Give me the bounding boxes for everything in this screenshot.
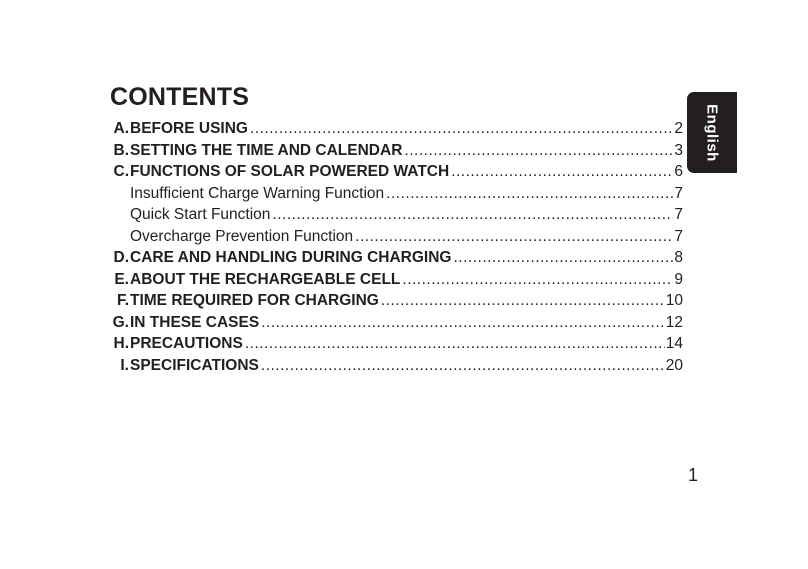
- toc-entry-page: 3: [674, 141, 683, 159]
- toc-leader-dots: [404, 140, 673, 162]
- toc-entry-page: 6: [674, 163, 683, 180]
- toc-leader-dots: [250, 118, 673, 140]
- toc-entry-title: SPECIFICATIONS: [130, 356, 259, 374]
- toc-entry-page: 14: [665, 335, 683, 352]
- toc-entry-time-required[interactable]: [108, 290, 683, 312]
- toc-entry-page: 10: [665, 292, 683, 309]
- toc-entry-letter: F.: [116, 292, 129, 309]
- toc-entry-rechargeable-cell[interactable]: [108, 269, 683, 291]
- toc-subentry-insufficient-charge[interactable]: [108, 183, 683, 205]
- toc-leader-dots: [453, 247, 673, 269]
- page-title: CONTENTS: [110, 83, 250, 111]
- toc-entry-page: 7: [674, 227, 683, 245]
- toc-entry-title: SETTING THE TIME AND CALENDAR: [130, 141, 403, 159]
- toc-leader-dots: [261, 312, 665, 334]
- toc-entry-letter: C.: [113, 163, 129, 180]
- toc-entry-title: ABOUT THE RECHARGEABLE CELL: [130, 270, 401, 288]
- table-of-contents: [108, 118, 683, 376]
- toc-entry-precautions[interactable]: [108, 333, 683, 355]
- toc-entry-page: 12: [665, 313, 683, 331]
- toc-entry-title: TIME REQUIRED FOR CHARGING: [130, 292, 379, 309]
- toc-subentry-title: Quick Start Function: [130, 206, 271, 223]
- toc-entry-title: IN THESE CASES: [130, 313, 260, 331]
- toc-leader-dots: [245, 333, 665, 355]
- toc-entry-solar-functions[interactable]: [108, 161, 683, 183]
- language-tab-label: English: [703, 103, 721, 162]
- toc-entry-specifications[interactable]: [108, 355, 683, 377]
- toc-entry-letter: E.: [114, 270, 129, 288]
- language-tab: [687, 92, 737, 173]
- toc-entry-before-using[interactable]: [108, 118, 683, 140]
- toc-leader-dots: [355, 226, 673, 248]
- toc-leader-dots: [272, 204, 673, 226]
- toc-entry-title: BEFORE USING: [130, 120, 248, 137]
- toc-entry-letter: B.: [113, 141, 129, 159]
- toc-entry-title: FUNCTIONS OF SOLAR POWERED WATCH: [130, 163, 450, 180]
- toc-leader-dots: [381, 290, 665, 312]
- page-number: 1: [688, 465, 699, 485]
- toc-entry-page: 2: [674, 120, 683, 137]
- toc-entry-letter: I.: [120, 356, 129, 374]
- toc-entry-letter: H.: [113, 335, 129, 352]
- toc-subentry-quick-start[interactable]: [108, 204, 683, 226]
- toc-subentry-overcharge-prevention[interactable]: [108, 226, 683, 248]
- toc-entry-page: 7: [674, 184, 683, 202]
- toc-entry-letter: D.: [113, 249, 129, 266]
- toc-leader-dots: [402, 269, 673, 291]
- toc-entry-title: PRECAUTIONS: [130, 335, 243, 352]
- toc-entry-page: 20: [665, 356, 683, 374]
- toc-entry-page: 7: [674, 206, 683, 223]
- toc-entry-page: 8: [674, 249, 683, 266]
- toc-subentry-title: Overcharge Prevention Function: [130, 227, 354, 245]
- toc-entry-letter: G.: [112, 313, 129, 331]
- toc-entry-letter: A.: [113, 120, 129, 137]
- toc-subentry-title: Insufficient Charge Warning Function: [130, 184, 385, 202]
- toc-leader-dots: [261, 355, 665, 377]
- toc-entry-in-these-cases[interactable]: [108, 312, 683, 334]
- toc-entry-title: CARE AND HANDLING DURING CHARGING: [130, 249, 452, 266]
- toc-entry-setting-time[interactable]: [108, 140, 683, 162]
- toc-leader-dots: [386, 183, 673, 205]
- toc-leader-dots: [451, 161, 673, 183]
- toc-entry-page: 9: [674, 270, 683, 288]
- toc-entry-care-handling[interactable]: [108, 247, 683, 269]
